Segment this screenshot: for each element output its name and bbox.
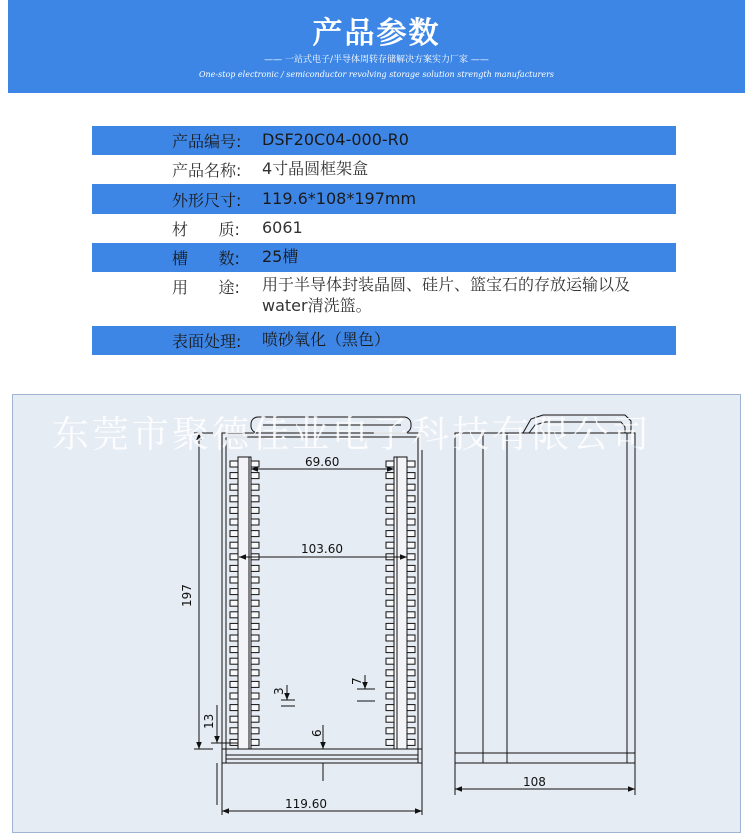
technical-drawing [12, 394, 741, 833]
slot-tooth [230, 519, 238, 525]
slot-tooth [407, 473, 415, 479]
dim-label-base: 13 [202, 713, 216, 729]
slot-tooth [407, 728, 415, 734]
slot-tooth [386, 658, 394, 664]
slot-teeth [230, 461, 415, 745]
slot-tooth [230, 565, 238, 571]
slot-tooth [407, 484, 415, 490]
slot-tooth [407, 600, 415, 606]
slot-tooth [407, 670, 415, 676]
slot-tooth [230, 554, 238, 560]
spec-value: 4寸晶圆框架盒 [262, 159, 369, 178]
slot-tooth [230, 612, 238, 618]
slot-tooth [251, 484, 259, 490]
spec-value: 喷砂氧化（黑色） [262, 330, 391, 349]
slot-tooth [230, 739, 238, 745]
slot-tooth [230, 507, 238, 513]
slot-tooth [251, 589, 259, 595]
slot-tooth [407, 554, 415, 560]
slot-tooth [407, 507, 415, 513]
slot-tooth [251, 507, 259, 513]
slot-tooth [230, 670, 238, 676]
slot-tooth [386, 693, 394, 699]
slot-tooth [230, 589, 238, 595]
slot-tooth [386, 484, 394, 490]
spec-row-usage [92, 272, 676, 326]
slot-tooth [251, 542, 259, 548]
page-title: 产品参数 [312, 16, 441, 51]
spec-row-material [92, 214, 676, 243]
slot-tooth [407, 612, 415, 618]
slot-tooth [386, 681, 394, 687]
slot-tooth [407, 589, 415, 595]
slot-tooth [386, 519, 394, 525]
slot-tooth [386, 705, 394, 711]
slot-tooth [407, 705, 415, 711]
slot-tooth [251, 496, 259, 502]
slot-tooth [407, 647, 415, 653]
side-outer-frame [455, 433, 635, 763]
spec-row-code [92, 126, 676, 155]
slot-tooth [407, 681, 415, 687]
slot-tooth [251, 670, 259, 676]
spec-label: 外形尺寸: [172, 191, 242, 210]
slot-tooth [386, 739, 394, 745]
spec-value: 6061 [262, 218, 303, 237]
slot-tooth [386, 600, 394, 606]
spec-row-finish [92, 326, 676, 355]
slot-tooth [251, 473, 259, 479]
spec-value: DSF20C04-000-R0 [262, 130, 409, 149]
front-outer-frame [222, 433, 422, 763]
slot-tooth [251, 531, 259, 537]
spec-label: 表面处理: [172, 332, 242, 351]
slot-tooth [407, 496, 415, 502]
banner-subtitle-cn: —— 一站式电子/半导体周转存储解决方案实力厂家 —— [264, 55, 489, 65]
slot-tooth [386, 647, 394, 653]
slot-tooth [386, 473, 394, 479]
slot-tooth [386, 565, 394, 571]
slot-tooth [230, 473, 238, 479]
slot-tooth [230, 647, 238, 653]
slot-tooth [407, 693, 415, 699]
slot-tooth [230, 705, 238, 711]
slot-tooth [407, 531, 415, 537]
dim-label-inner-width: 69.60 [305, 455, 340, 469]
slot-tooth [230, 716, 238, 722]
slot-tooth [407, 461, 415, 467]
slot-tooth [251, 519, 259, 525]
header-banner [8, 0, 745, 93]
slot-tooth [407, 519, 415, 525]
slot-tooth [230, 600, 238, 606]
slot-tooth [251, 728, 259, 734]
slot-tooth [386, 589, 394, 595]
slot-tooth [230, 681, 238, 687]
slot-tooth [407, 716, 415, 722]
slot-tooth [386, 612, 394, 618]
slot-tooth [251, 600, 259, 606]
slot-tooth [251, 461, 259, 467]
spec-table [92, 126, 676, 355]
slot-tooth [251, 647, 259, 653]
dim-label-inner-span: 103.60 [301, 542, 343, 556]
slot-tooth [407, 658, 415, 664]
spec-value: 用于半导体封装晶圆、硅片、篮宝石的存放运输以及water清洗篮。 [262, 275, 631, 315]
slot-tooth [407, 623, 415, 629]
slot-tooth [386, 635, 394, 641]
slot-tooth [230, 623, 238, 629]
dim-label-height: 197 [180, 584, 194, 607]
dim-label-width: 119.60 [285, 797, 327, 811]
slot-tooth [386, 542, 394, 548]
slot-tooth [230, 635, 238, 641]
slot-tooth [251, 623, 259, 629]
spec-label: 产品编号: [172, 132, 242, 151]
slot-tooth [251, 705, 259, 711]
slot-tooth [251, 635, 259, 641]
slot-tooth [230, 728, 238, 734]
slot-tooth [407, 635, 415, 641]
slot-tooth [386, 670, 394, 676]
slot-tooth [230, 484, 238, 490]
slot-tooth [230, 693, 238, 699]
slot-tooth [251, 693, 259, 699]
banner-subtitle-en: One-stop electronic / semiconductor revolving storage solution strength manufacturers [198, 70, 555, 79]
slot-tooth [230, 496, 238, 502]
drawing-svg [13, 395, 741, 833]
slot-tooth [230, 542, 238, 548]
slot-tooth [386, 531, 394, 537]
spec-value: 119.6*108*197mm [262, 189, 417, 208]
slot-tooth [251, 681, 259, 687]
slot-tooth [251, 739, 259, 745]
slot-tooth [386, 577, 394, 583]
spec-label: 产品名称: [172, 161, 242, 180]
slot-tooth [251, 565, 259, 571]
spec-row-slots [92, 243, 676, 272]
spec-label: 材 质: [172, 220, 240, 239]
slot-tooth [386, 716, 394, 722]
slot-tooth [386, 623, 394, 629]
slot-tooth [386, 461, 394, 467]
slot-tooth [230, 461, 238, 467]
slot-tooth [407, 542, 415, 548]
spec-label: 槽 数: [172, 249, 240, 268]
dim-label-slot-pitch: 3 [272, 687, 286, 695]
slot-tooth [230, 658, 238, 664]
slot-tooth [251, 658, 259, 664]
watermark: 东莞市聚德佳业电子科技有限公司 [52, 413, 652, 456]
slot-tooth [230, 577, 238, 583]
slot-tooth [407, 577, 415, 583]
dim-label-depth: 108 [523, 775, 546, 789]
slot-tooth [230, 531, 238, 537]
slot-tooth [251, 577, 259, 583]
right-rail [394, 457, 407, 749]
spec-row-name [92, 155, 676, 184]
slot-tooth [407, 739, 415, 745]
slot-tooth [386, 507, 394, 513]
slot-tooth [251, 716, 259, 722]
slot-tooth [407, 565, 415, 571]
spec-value: 25槽 [262, 247, 299, 266]
spec-row-size [92, 184, 676, 214]
dim-label-base-gap: 6 [310, 729, 324, 737]
spec-label: 用 途: [172, 278, 240, 297]
slot-tooth [386, 728, 394, 734]
dim-label-slot-gap: 7 [350, 677, 364, 685]
slot-tooth [386, 496, 394, 502]
slot-tooth [251, 612, 259, 618]
